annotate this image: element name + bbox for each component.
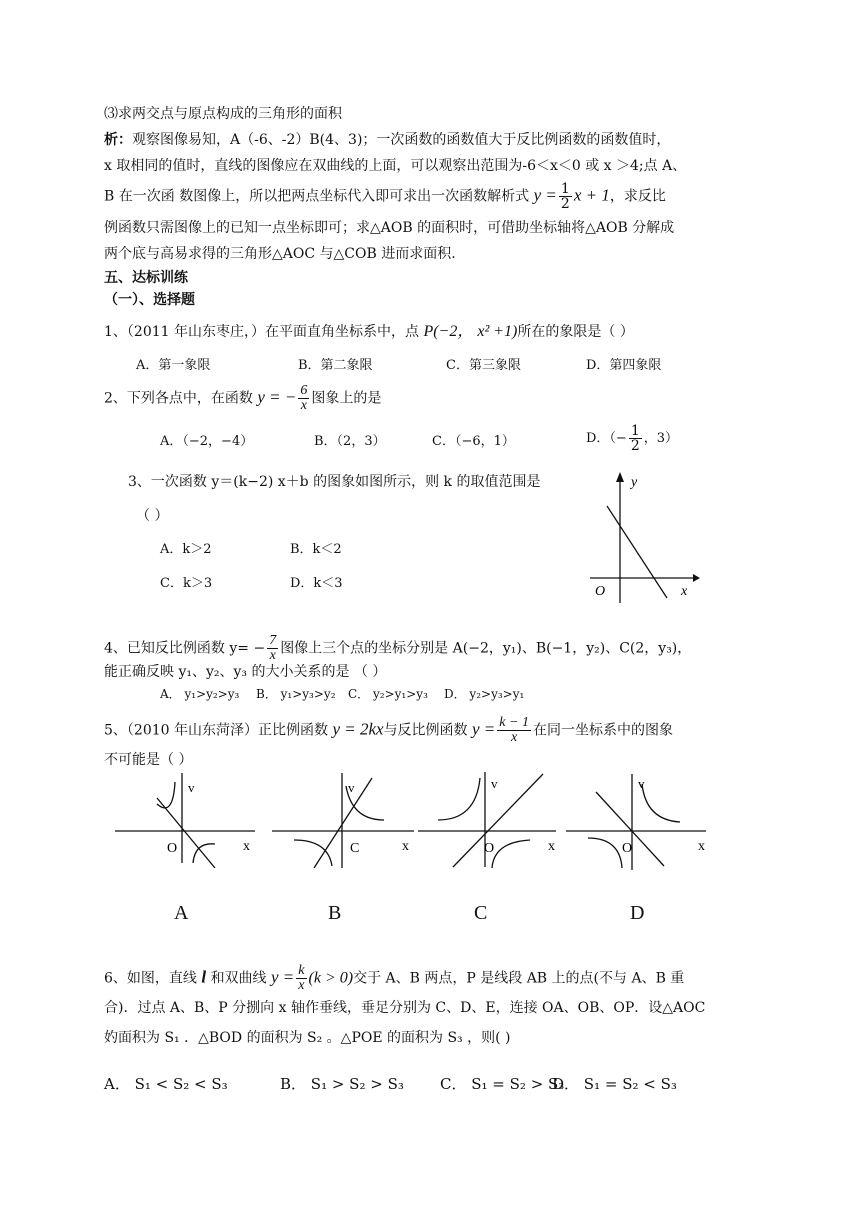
question-1 [104, 322, 634, 342]
q5-graph-b [272, 768, 422, 868]
q5-graph-a [115, 768, 265, 868]
frac-den: 2 [560, 196, 570, 212]
q3-option-a: A．k＞2 [160, 542, 212, 557]
question-3: 3、一次函数 y＝(k−2) x＋b 的图象如图所示，则 k 的取值范围是 [128, 474, 541, 490]
q6-stem-mid: 和双曲线 [210, 970, 267, 987]
equation-lhs: y = [533, 185, 557, 205]
q2-d-post: ，3） [643, 431, 679, 446]
hyperbola-branch-1 [157, 782, 175, 808]
q4-stem-post: 图像上三个点的坐标分别是 A(−2，y₁)、B(−1，y₂)、C(2，y₃)， [280, 640, 692, 657]
q5-eq2-lhs: y = [472, 719, 496, 739]
q5-stem-post: 在同一坐标系中的图象 [532, 722, 673, 739]
hyperbola-branch-2 [193, 844, 215, 863]
x-label: x [548, 839, 555, 854]
q2-tail: 图象上的是 [311, 390, 382, 407]
y-axis-arrow [616, 472, 624, 482]
origin-label: C [350, 841, 360, 856]
q3-option-d: D．k＜3 [290, 576, 343, 591]
origin-label: O [167, 841, 178, 856]
frac-num: k [298, 963, 305, 978]
analysis-line-3 [104, 182, 666, 211]
q4-fraction [267, 634, 278, 663]
q1-stem: 1、（2011 年山东枣庄，）在平面直角坐标系中，点 [104, 324, 419, 340]
origin-label: O [484, 841, 495, 856]
frac-num: k − 1 [499, 715, 529, 730]
q2-d-pre: D．（− [586, 431, 627, 446]
q4-option-a: A． y₁>y₂>y₃ [160, 687, 240, 701]
frac-den: x [269, 648, 276, 663]
q5-line-2: 不可能是（ ） [104, 752, 193, 768]
hyperbola-branch-2 [588, 838, 622, 868]
analysis-line-2: x 取相同的值时，直线的图像应在双曲线的上面，可以观察出范围为-6＜x＜0 或 x ＞4;点 A、 [104, 158, 687, 174]
analysis-line-1 [104, 130, 670, 150]
analysis-line-4: 例函数只需图像上的已知一点坐标即可；求△AOB 的面积时，可借助坐标轴将△AOB 分解成 [104, 220, 675, 236]
analysis-text-1: 观察图像易知，A（-6、-2）B(4、3)；一次函数的函数值大于反比例函数的函数值时， [132, 132, 671, 148]
q6-option-c: C． S₁ = S₂ > S₃ [440, 1075, 565, 1093]
q6-option-a: A． S₁ < S₂ < S₃ [104, 1075, 228, 1093]
analysis-text-3b: ，求反比 [609, 188, 666, 205]
frac-den: x [511, 730, 518, 745]
q2-fraction [298, 384, 309, 413]
hyperbola-branch-1 [438, 778, 480, 820]
q6-line-2: 合)．过点 A、B、P 分捌向 x 轴作垂线，垂足分别为 C、D、E，连接 OA、OB、OP．设△AOC [104, 1000, 706, 1016]
q6-stem-pre: 6、如图，直线 [104, 970, 197, 987]
q5-caption-a: A [174, 902, 189, 924]
question-5 [104, 716, 673, 745]
q1-option-c: C．第三象限 [446, 358, 521, 373]
q1-tail: 所在的象限是（ ） [517, 324, 634, 340]
frac-num: 1 [560, 181, 570, 197]
x-label: x [698, 839, 705, 854]
q5-mid: 与反比例函数 [383, 722, 468, 739]
q6-option-b: B． S₁ > S₂ > S₃ [280, 1075, 404, 1093]
sub-question-3: ⑶求两交点与原点构成的三角形的面积 [104, 106, 342, 122]
frac-num: 1 [630, 423, 640, 439]
q2-stem: 2、下列各点中，在函数 [104, 390, 253, 407]
hyperbola-branch-2 [294, 840, 332, 866]
y-label: y [631, 475, 638, 490]
line-graph [607, 506, 667, 598]
frac-den: x [298, 978, 305, 993]
x-label: x [681, 584, 688, 599]
fraction-half [559, 182, 572, 211]
q4-option-d: D． y₂>y₃>y₁ [444, 687, 525, 701]
x-label: x [243, 839, 250, 854]
q3-option-b: B．k＜2 [290, 542, 342, 557]
q4-option-b: B． y₁>y₃>y₂ [256, 687, 336, 701]
analysis-label: 析： [104, 132, 132, 148]
q5-stem-pre: 5、（2010 年山东菏泽）正比例函数 [104, 722, 328, 739]
q5-graph-c [418, 762, 566, 872]
q2-d-fraction [629, 424, 642, 453]
frac-den: 2 [630, 438, 640, 454]
origin-label: O [622, 841, 633, 856]
y-label: v [638, 776, 645, 791]
q5-graph-d [566, 762, 716, 872]
equation-rhs: x + 1 [573, 185, 610, 205]
origin-label: O [595, 584, 606, 599]
analysis-line-5: 两个底与高易求得的三角形△AOC 与△COB 进而求面积. [104, 246, 456, 262]
q5-caption-c: C [474, 902, 488, 924]
q4-line-2: 能正确反映 y₁、y₂、y₃ 的大小关系的是 （ ） [104, 664, 387, 680]
q2-option-d [586, 424, 678, 453]
q1-option-a: A．第一象限 [136, 358, 211, 373]
hyperbola-branch-2 [492, 840, 530, 868]
q6-condition: (k > 0) [308, 969, 354, 987]
q6-line-3: 妁面积为 S₁ ．△BOD 的面积为 S₂ 。△POE 的面积为 S₃ ，则( ) [104, 1030, 511, 1046]
q2-eq-lhs: y = − [257, 387, 297, 407]
question-4 [104, 634, 691, 663]
q5-eq1: y = 2kx [332, 719, 384, 739]
q1-option-b: B．第二象限 [298, 358, 373, 373]
question-2 [104, 384, 381, 413]
question-6 [104, 964, 684, 993]
q5-caption-d: D [630, 902, 645, 924]
x-label: x [402, 839, 409, 854]
q1-point: P(−2， x² +1) [423, 323, 518, 340]
hyperbola-branch-1 [642, 784, 680, 822]
frac-den: x [300, 398, 307, 413]
line-graph [314, 778, 372, 868]
q6-option-d: D． S₁ = S₂ < S₃ [552, 1075, 677, 1093]
q5-fraction [497, 716, 531, 745]
q2-option-c: C．（−6，1） [432, 434, 515, 449]
q5-caption-b: B [328, 902, 342, 924]
q3-paren: （ ） [136, 508, 169, 524]
q6-fraction [296, 964, 306, 993]
q1-option-d: D．第四象限 [586, 358, 662, 373]
section-heading: 五、达标训练 [104, 270, 188, 286]
q2-option-a: A．（−2，−4） [160, 434, 254, 449]
x-axis-arrow [693, 574, 700, 582]
y-label: v [491, 776, 498, 791]
frac-num: 6 [300, 383, 308, 398]
q2-option-b: B．（2，3） [314, 434, 386, 449]
q6-eq-lhs: y = [271, 967, 295, 987]
q3-option-c: C．k＞3 [160, 576, 213, 591]
q6-stem-post: 交于 A、B 两点，P 是线段 AB 上的点(不与 A、B 重 [353, 970, 685, 987]
frac-num: 7 [269, 633, 277, 648]
q4-option-c: C． y₂>y₁>y₃ [348, 687, 428, 701]
subsection-heading: （一）、选择题 [104, 292, 195, 308]
q4-stem-pre: 4、已知反比例函数 y= − [104, 640, 266, 657]
analysis-text-3a: B 在一次函 数图像上，所以把两点坐标代入即可求出一次函数解析式 [104, 188, 530, 205]
y-label: v [188, 780, 195, 795]
q3-graph [585, 468, 700, 608]
y-label: v [348, 780, 355, 795]
q6-line-symbol: l [201, 967, 207, 987]
